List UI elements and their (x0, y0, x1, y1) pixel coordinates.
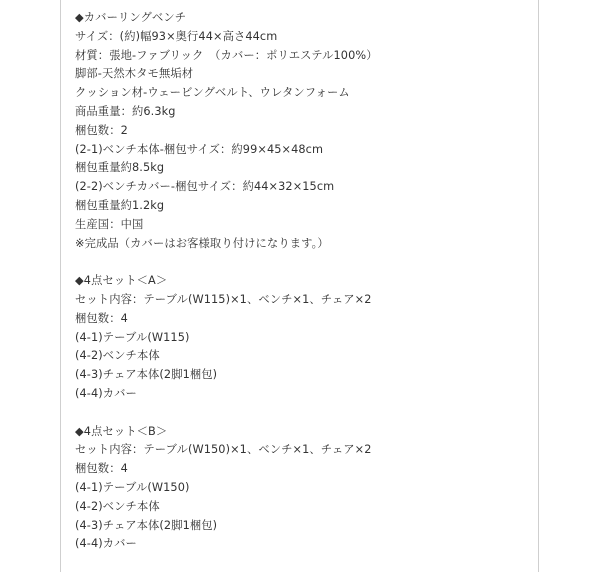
spec-line-package-count: 梱包数：4 (75, 311, 128, 325)
section-covering-bench (75, 9, 530, 253)
section-heading: ◆カバーリングベンチ (75, 11, 187, 24)
spec-line-package-item: (4-3)チェア本体(2脚1梱包) (75, 518, 218, 532)
spec-line-package-2-weight: 梱包重量約1.2kg (75, 198, 165, 212)
spec-line-package-item: (4-2)ベンチ本体 (75, 499, 160, 513)
spec-line-package-item: (4-4)カバー (75, 386, 137, 400)
section-set-a (75, 272, 530, 404)
spec-line-package-2-size: (2-2)ベンチカバー-梱包サイズ：約44×32×15cm (75, 180, 335, 194)
section-heading: ◆4点セット＜B＞ (75, 424, 168, 438)
spec-line-package-item: (4-3)チェア本体(2脚1梱包) (75, 368, 218, 382)
spec-line-package-item: (4-2)ベンチ本体 (75, 349, 160, 363)
spec-line-package-item: (4-4)カバー (75, 537, 137, 551)
spec-line-set-contents: セット内容：テーブル(W150)×1、ベンチ×1、チェア×2 (75, 443, 372, 457)
spec-line-package-item: (4-1)テーブル(W150) (75, 480, 190, 494)
spec-line-set-contents: セット内容：テーブル(W115)×1、ベンチ×1、チェア×2 (75, 292, 372, 306)
spec-line-package-count: 梱包数：2 (75, 123, 128, 137)
spec-line-legs: 脚部-天然木タモ無垢材 (75, 67, 194, 81)
spec-line-package-item: (4-1)テーブル(W115) (75, 330, 190, 344)
section-heading: ◆4点セット＜A＞ (75, 274, 168, 288)
spec-content (75, 9, 530, 573)
spec-line-package-1-weight: 梱包重量約8.5kg (75, 161, 165, 175)
spec-line-package-count: 梱包数：4 (75, 462, 128, 476)
spec-line-material: 材質：張地-ファブリック （カバー：ポリエステル100%） (75, 48, 378, 62)
spec-line-note: ※完成品（カバーはお客様取り付けになります。） (75, 236, 329, 250)
spec-line-weight: 商品重量：約6.3kg (75, 104, 176, 118)
section-set-b (75, 423, 530, 555)
spec-line-cushion: クッション材-ウェービングベルト、ウレタンフォーム (75, 86, 350, 100)
spec-line-origin: 生産国：中国 (75, 217, 144, 231)
spec-line-size: サイズ：(約)幅93×奥行44×高さ44cm (75, 29, 278, 43)
spec-line-package-1-size: (2-1)ベンチ本体-梱包サイズ：約99×45×48cm (75, 142, 324, 156)
